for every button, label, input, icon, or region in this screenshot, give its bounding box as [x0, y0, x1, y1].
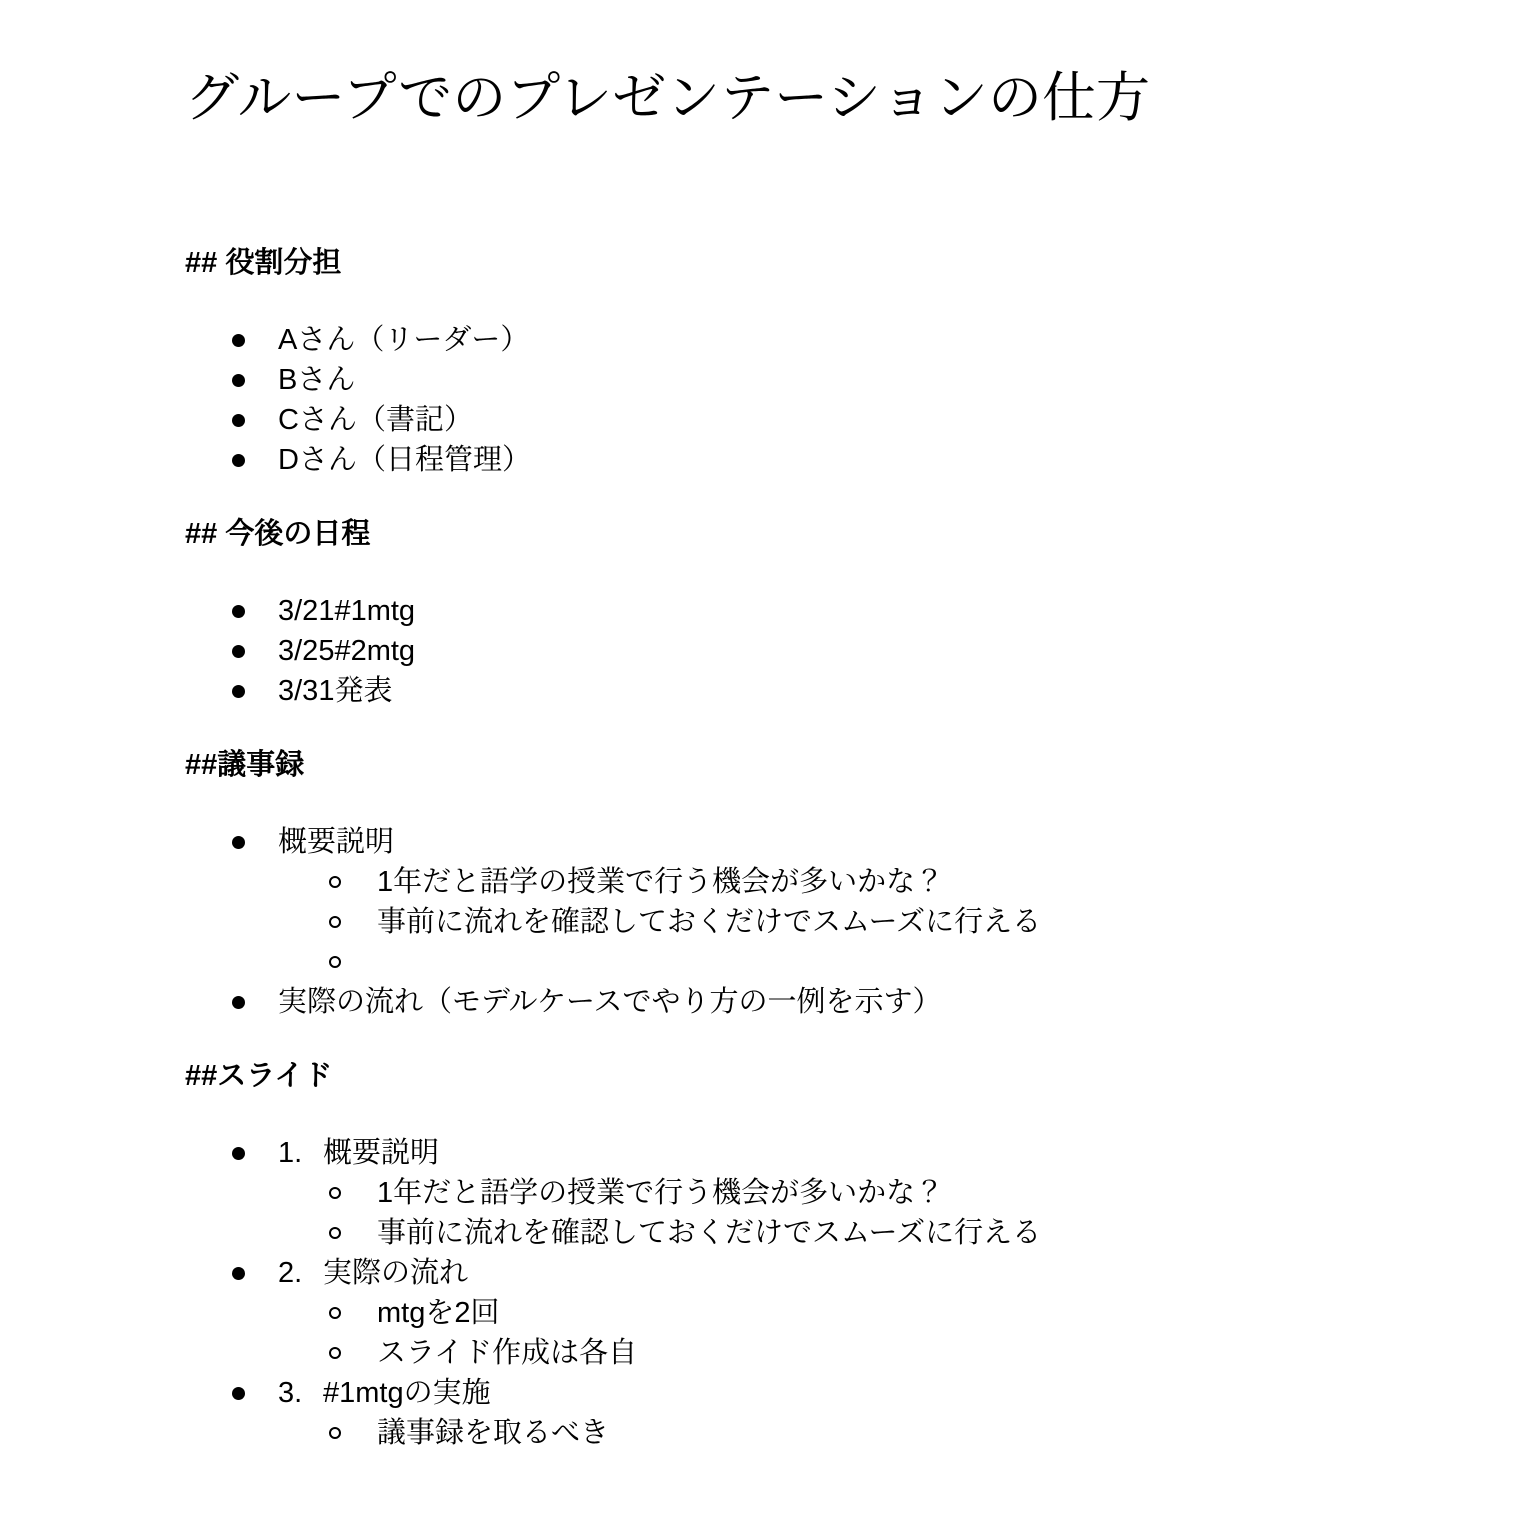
item-text: 概要説明	[323, 1137, 440, 1169]
item-text: 1年だと語学の授業で行う機会が多いかな？	[377, 1177, 945, 1209]
item-text: 実際の流れ（モデルケースでやり方の一例を示す）	[278, 986, 942, 1018]
sub-list-item	[377, 1333, 1448, 1373]
item-text: 事前に流れを確認しておくだけでスムーズに行える	[377, 1217, 1042, 1249]
minutes-list	[185, 822, 1448, 1022]
disc-bullet-icon	[232, 414, 245, 427]
item-text: 概要説明	[278, 826, 395, 858]
disc-bullet-icon	[232, 1387, 245, 1400]
disc-bullet-icon	[232, 605, 245, 618]
item-text: mtgを2回	[377, 1297, 500, 1329]
list-item	[278, 1373, 1448, 1453]
list-item	[278, 400, 1448, 440]
roles-list	[185, 320, 1448, 480]
circle-bullet-icon	[329, 956, 341, 968]
minutes-sublist	[278, 862, 1448, 982]
disc-bullet-icon	[232, 374, 245, 387]
item-text: 議事録を取るべき	[377, 1417, 610, 1449]
item-text: スライド作成は各自	[377, 1337, 638, 1369]
item-number: 3.	[278, 1377, 303, 1409]
list-item	[278, 591, 1448, 631]
list-item	[278, 440, 1448, 480]
list-item	[278, 1253, 1448, 1373]
circle-bullet-icon	[329, 1307, 341, 1319]
sub-list-item	[377, 1413, 1448, 1453]
disc-bullet-icon	[232, 996, 245, 1009]
disc-bullet-icon	[232, 685, 245, 698]
section-heading-schedule: ## 今後の日程	[185, 518, 371, 550]
item-text: 3/25#2mtg	[278, 635, 416, 667]
item-number: 2.	[278, 1257, 303, 1289]
item-text: #1mtgの実施	[323, 1377, 491, 1409]
list-item	[278, 1133, 1448, 1253]
item-text: 3/21#1mtg	[278, 595, 416, 627]
item-text: Bさん	[278, 364, 356, 396]
circle-bullet-icon	[329, 876, 341, 888]
circle-bullet-icon	[329, 1227, 341, 1239]
disc-bullet-icon	[232, 454, 245, 467]
circle-bullet-icon	[329, 1187, 341, 1199]
document-title: グループでのプレゼンテーションの仕方	[185, 68, 1150, 128]
sub-list-item	[377, 902, 1448, 942]
section-heading-roles: ## 役割分担	[185, 247, 342, 279]
list-item	[278, 360, 1448, 400]
disc-bullet-icon	[232, 1147, 245, 1160]
list-item	[278, 671, 1448, 711]
item-text: Aさん（リーダー）	[278, 324, 530, 356]
section-heading-slides: ##スライド	[185, 1060, 333, 1092]
schedule-list	[185, 591, 1448, 711]
disc-bullet-icon	[232, 1267, 245, 1280]
list-item	[278, 822, 1448, 982]
sub-list-item	[377, 862, 1448, 902]
slides-sublist	[278, 1293, 1448, 1373]
slides-list	[185, 1133, 1448, 1453]
sub-list-item	[377, 1213, 1448, 1253]
circle-bullet-icon	[329, 916, 341, 928]
sub-list-item-empty	[377, 942, 1448, 982]
list-item	[278, 320, 1448, 360]
item-number: 1.	[278, 1137, 303, 1169]
disc-bullet-icon	[232, 836, 245, 849]
slides-sublist	[278, 1413, 1448, 1453]
item-text: Cさん（書記）	[278, 404, 473, 436]
disc-bullet-icon	[232, 645, 245, 658]
item-text: 1年だと語学の授業で行う機会が多いかな？	[377, 866, 945, 898]
sub-list-item	[377, 1173, 1448, 1213]
item-text: Dさん（日程管理）	[278, 444, 531, 476]
list-item	[278, 982, 1448, 1022]
sub-list-item	[377, 1293, 1448, 1333]
circle-bullet-icon	[329, 1427, 341, 1439]
item-text: 3/31発表	[278, 675, 393, 707]
slides-sublist	[278, 1173, 1448, 1253]
item-text: 実際の流れ	[323, 1257, 469, 1289]
item-text: 事前に流れを確認しておくだけでスムーズに行える	[377, 906, 1042, 938]
section-heading-minutes: ##議事録	[185, 749, 305, 781]
circle-bullet-icon	[329, 1347, 341, 1359]
disc-bullet-icon	[232, 334, 245, 347]
list-item	[278, 631, 1448, 671]
